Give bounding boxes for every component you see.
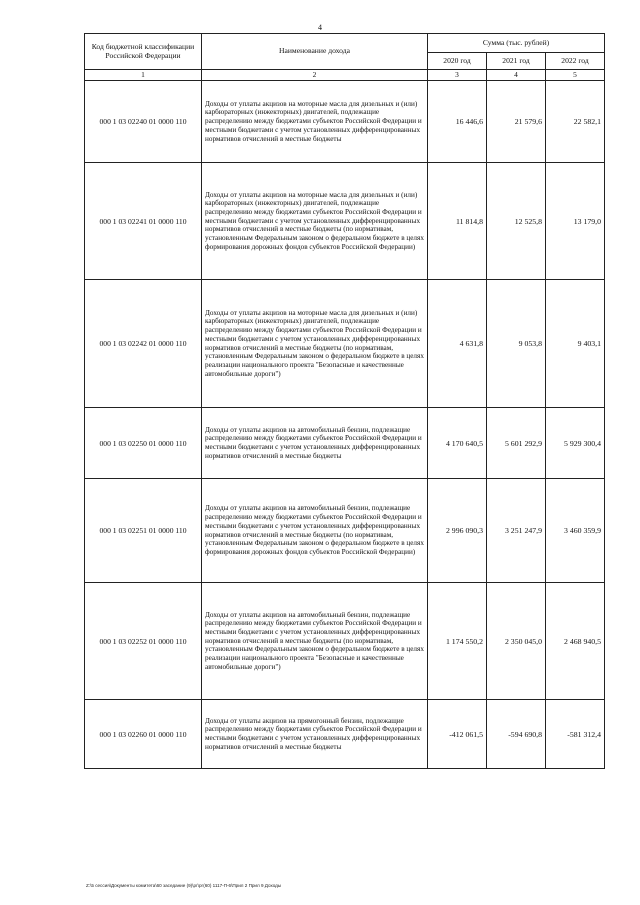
row-value-2021: 3 251 247,9 [487,479,546,583]
header-name: Наименование дохода [202,34,428,70]
row-value-2022: 9 403,1 [546,280,605,408]
column-number: 4 [487,70,546,81]
header-year-2021: 2021 год [487,53,546,70]
header-code: Код бюджетной классификации Российской Федерации [85,34,202,70]
page-number: 4 [318,23,322,32]
row-value-2021: -594 690,8 [487,700,546,769]
row-value-2020: 2 996 090,3 [428,479,487,583]
budget-revenue-table [84,33,605,769]
row-value-2022: 2 468 940,5 [546,583,605,700]
row-code: 000 1 03 02250 01 0000 110 [85,408,202,479]
row-value-2020: 4 631,8 [428,280,487,408]
column-number: 2 [202,70,428,81]
row-value-2021: 21 579,6 [487,81,546,163]
file-path-footer: Z:\5 сессия\Документы комитета\60 заседание (9)\рг\рг(60) 1117-П-6\Прил 2 Прил 9 Доходы [86,883,282,888]
row-value-2020: -412 061,5 [428,700,487,769]
row-name: Доходы от уплаты акцизов на моторные масла для дизельных и (или) карбюраторных (инжекторных) двигателей, подлежащие распределению между бюджетами субъектов Российской Федерации и местными бюджетами с учетом установленных дифференцированных нормативов отчислений в местные бюджеты (по нормативам, установленным Федеральным законом о федеральном бюджете в целях реализации национального проекта "Безопасные и качественные автомобильные дороги") [202,280,428,408]
column-number: 5 [546,70,605,81]
row-code: 000 1 03 02240 01 0000 110 [85,81,202,163]
header-sum: Сумма (тыс. рублей) [428,34,605,53]
row-name: Доходы от уплаты акцизов на автомобильный бензин, подлежащие распределению между бюджетами субъектов Российской Федерации и местными бюджетами с учетом установленных дифференцированных нормативов отчислений в местные бюджеты (по нормативам, установленным Федеральным законом о федеральном бюджете в целях формирования дорожных фондов субъектов Российской Федерации) [202,479,428,583]
row-value-2022: 5 929 300,4 [546,408,605,479]
row-value-2021: 5 601 292,9 [487,408,546,479]
column-number: 3 [428,70,487,81]
row-name: Доходы от уплаты акцизов на моторные масла для дизельных и (или) карбюраторных (инжекторных) двигателей, подлежащие распределению между бюджетами субъектов Российской Федерации и местными бюджетами с учетом установленных дифференцированных нормативов отчислений в местные бюджеты (по нормативам, установленным Федеральным законом о федеральном бюджете в целях формирования дорожных фондов субъектов Российской Федерации) [202,163,428,280]
row-code: 000 1 03 02252 01 0000 110 [85,583,202,700]
row-value-2022: -581 312,4 [546,700,605,769]
row-value-2020: 11 814,8 [428,163,487,280]
row-name: Доходы от уплаты акцизов на автомобильный бензин, подлежащие распределению между бюджетами субъектов Российской Федерации и местными бюджетами с учетом установленных дифференцированных нормативов отчислений в местные бюджеты [202,408,428,479]
row-value-2020: 16 446,6 [428,81,487,163]
row-value-2022: 22 582,1 [546,81,605,163]
table-row [85,583,605,700]
table-row [85,81,605,163]
row-code: 000 1 03 02251 01 0000 110 [85,479,202,583]
row-code: 000 1 03 02260 01 0000 110 [85,700,202,769]
row-value-2020: 4 170 640,5 [428,408,487,479]
row-value-2021: 9 053,8 [487,280,546,408]
row-code: 000 1 03 02242 01 0000 110 [85,280,202,408]
row-name: Доходы от уплаты акцизов на прямогонный бензин, подлежащие распределению между бюджетами субъектов Российской Федерации и местными бюджетами с учетом установленных дифференцированных нормативов отчислений в местные бюджеты [202,700,428,769]
header-year-2022: 2022 год [546,53,605,70]
table-row [85,408,605,479]
row-value-2021: 12 525,8 [487,163,546,280]
table-row [85,700,605,769]
row-value-2022: 3 460 359,9 [546,479,605,583]
table-row [85,479,605,583]
table-row [85,163,605,280]
row-value-2022: 13 179,0 [546,163,605,280]
row-value-2021: 2 350 045,0 [487,583,546,700]
table-row [85,280,605,408]
row-name: Доходы от уплаты акцизов на автомобильный бензин, подлежащие распределению между бюджетами субъектов Российской Федерации и местными бюджетами с учетом установленных дифференцированных нормативов отчислений в местные бюджеты (по нормативам, установленным Федеральным законом о федеральном бюджете в целях реализации национального проекта "Безопасные и качественные автомобильные дороги") [202,583,428,700]
row-code: 000 1 03 02241 01 0000 110 [85,163,202,280]
column-number: 1 [85,70,202,81]
row-value-2020: 1 174 550,2 [428,583,487,700]
header-year-2020: 2020 год [428,53,487,70]
row-name: Доходы от уплаты акцизов на моторные масла для дизельных и (или) карбюраторных (инжекторных) двигателей, подлежащие распределению между бюджетами субъектов Российской Федерации и местными бюджетами с учетом установленных дифференцированных нормативов отчислений в местные бюджеты [202,81,428,163]
